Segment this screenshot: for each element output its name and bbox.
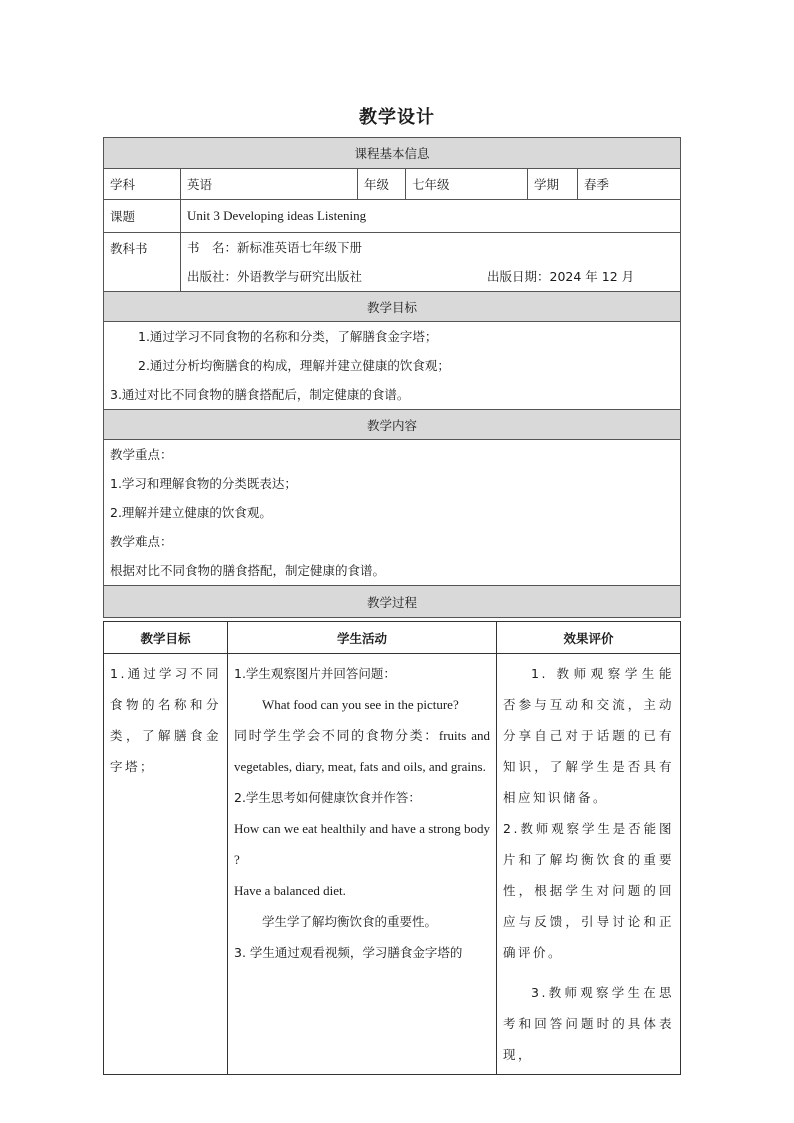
basic-info-table <box>103 137 681 618</box>
process-goal-cell: 1.通过学习不同食物的名称和分类，了解膳食金字塔； <box>104 654 228 1075</box>
content-line: 教学难点： <box>110 534 173 549</box>
content-list <box>104 440 681 586</box>
goal-item: 1.通过学习不同食物的名称和分类，了解膳食金字塔； <box>138 329 438 344</box>
activity-line: Have a balanced diet. <box>234 883 346 898</box>
activity-line: 同时学生学会不同的食物分类：fruits and vegetables, diary, meat, fats and oils, and grains. <box>234 728 490 774</box>
textbook-details <box>181 233 681 292</box>
goal-item: 2.通过分析均衡膳食的构成，理解并建立健康的饮食观； <box>138 358 450 373</box>
content-line: 2.理解并建立健康的饮食观。 <box>110 505 272 520</box>
content-line: 教学重点： <box>110 447 173 462</box>
subject-value: 英语 <box>181 169 358 200</box>
column-header-evaluation: 效果评价 <box>497 622 681 654</box>
section-header-basic-info: 课程基本信息 <box>104 138 681 169</box>
term-value: 春季 <box>578 169 681 200</box>
goals-list <box>104 322 681 410</box>
document-title: 教学设计 <box>359 107 435 128</box>
content-line: 1.学习和理解食物的分类既表达； <box>110 476 297 491</box>
section-header-process: 教学过程 <box>104 586 681 618</box>
student-activities-cell <box>228 654 497 1075</box>
topic-value: Unit 3 Developing ideas Listening <box>181 200 681 233</box>
goal-item: 3.通过对比不同食物的膳食搭配后，制定健康的食谱。 <box>110 387 410 402</box>
activity-line: What food can you see in the picture? <box>262 697 459 712</box>
content-line: 根据对比不同食物的膳食搭配，制定健康的食谱。 <box>110 563 386 578</box>
grade-label: 年级 <box>358 169 406 200</box>
evaluation-item: 3.教师观察学生在思考和回答问题时的具体表现， <box>503 985 674 1062</box>
activity-line: How can we eat healthily and have a strong body ? <box>234 821 490 867</box>
process-table <box>103 621 681 1075</box>
grade-value: 七年级 <box>406 169 528 200</box>
term-label: 学期 <box>528 169 578 200</box>
book-name: 书 名：新标准英语七年级下册 <box>187 240 363 255</box>
section-header-goals: 教学目标 <box>104 292 681 322</box>
publisher: 出版社：外语教学与研究出版社 <box>187 269 363 284</box>
column-header-goal: 教学目标 <box>104 622 228 654</box>
activity-line: 学生学了解均衡饮食的重要性。 <box>262 914 438 929</box>
topic-label: 课题 <box>104 200 181 233</box>
subject-label: 学科 <box>104 169 181 200</box>
activity-line: 1.学生观察图片并回答问题： <box>234 666 396 681</box>
evaluation-item: 2.教师观察学生是否能图片和了解均衡饮食的重要性，根据学生对问题的回应与反馈，引导讨论和正确评价。 <box>503 821 674 960</box>
activity-line: 2.学生思考如何健康饮食并作答： <box>234 790 421 805</box>
activity-line: 3. 学生通过观看视频，学习膳食金字塔的 <box>234 945 463 960</box>
evaluation-item: 1. 教师观察学生能否参与互动和交流，主动分享自己对于话题的已有知识，了解学生是否具有相应知识储备。 <box>503 666 674 805</box>
publisher-line <box>187 262 674 291</box>
evaluation-cell <box>497 654 681 1075</box>
section-header-content: 教学内容 <box>104 410 681 440</box>
column-header-activity: 学生活动 <box>228 622 497 654</box>
textbook-label: 教科书 <box>104 233 181 292</box>
publication-date: 出版日期：2024 年 12 月 <box>487 269 635 284</box>
